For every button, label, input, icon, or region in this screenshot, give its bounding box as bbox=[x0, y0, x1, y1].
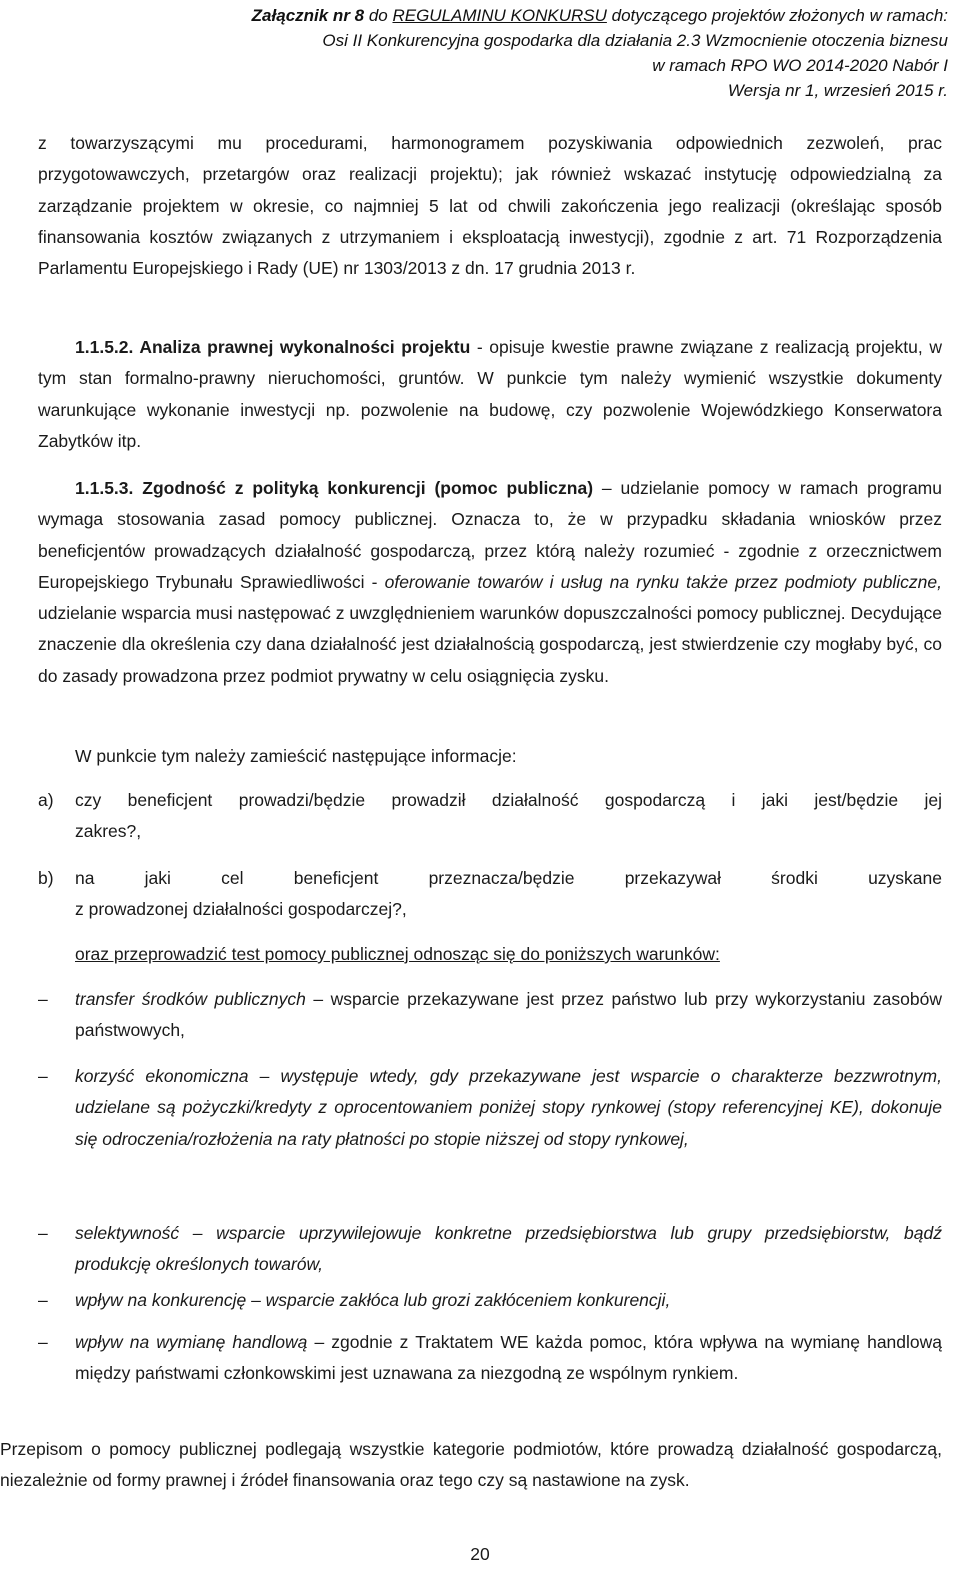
condition-term: transfer środków publicznych bbox=[75, 989, 306, 1009]
header-suffix: dotyczącego projektów złożonych w ramach: bbox=[606, 6, 948, 25]
regulation-link[interactable]: REGULAMINU KONKURSU bbox=[392, 6, 607, 25]
info-intro: W punkcie tym należy zamieścić następujące informacje: bbox=[75, 746, 517, 766]
question-b-line1: na jaki cel beneficjent przeznacza/będzie przekazywał środki uzyskane bbox=[75, 868, 942, 888]
condition-desc: wsparcie zakłóca lub grozi zakłóceniem konkurencji, bbox=[265, 1290, 671, 1310]
page-number: 20 bbox=[470, 1544, 490, 1564]
bullet-dash: ‒ bbox=[38, 1223, 48, 1243]
condition-economic-advantage bbox=[75, 1061, 942, 1155]
header-line-1 bbox=[8, 3, 948, 28]
question-a-line1: czy beneficjent prowadzi/będzie prowadził działalność gospodarczą i jaki jest/będzie jej bbox=[75, 790, 942, 810]
section-1153-body-b: udzielanie wsparcia musi następować z uwzględnieniem warunków dopuszczalności pomocy publicznej. Decydujące znaczenie dla określenia czy dana działalność jest działalnością gospodarczą, jest stwierdzenie czy mogłaby być, co do zasady prowadzona przez podmiot prywatny w celu osiągnięcia zysku. bbox=[38, 603, 942, 686]
question-a-label: a) bbox=[38, 790, 54, 810]
question-b-label: b) bbox=[38, 868, 54, 888]
section-1153-body-a: – udzielanie pomocy w ramach programu wymaga stosowania zasad pomocy publicznej. Oznacza to, że w przypadku składania wniosków przez beneficjentów prowadzących działalność gospodarczą, przez którą należy rozumieć - zgodnie z orzecznictwem Europejskiego Trybunału Sprawiedliwości - bbox=[38, 478, 942, 592]
closing-paragraph: Przepisom o pomocy publicznej podlegają wszystkie kategorie podmiotów, które prowadzą działalność gospodarczą, niezależnie od formy prawnej i źródeł finansowania oraz tego czy są nastawione na zysk. bbox=[0, 1439, 942, 1491]
intro-paragraph: z towarzyszącymi mu procedurami, harmonogramem pozyskiwania odpowiednich zezwoleń, prac przygotowawczych, przetargów oraz realizacji projektu); jak również wskazać instytucję odpowiedzialną za zarządzanie projektem w okresie, co najmniej 5 lat od chwili zakończenia jego realizacji (określając sposób finansowania kosztów związanych z utrzymaniem i eksploatacją inwestycji), zgodnie z art. 71 Rozporządzenia Parlamentu Europejskiego i Rady (UE) nr 1303/2013 z dn. 17 grudnia 2013 r. bbox=[38, 133, 942, 279]
header-line-4: Wersja nr 1, wrzesień 2015 r. bbox=[727, 81, 948, 100]
section-1153-body-italic: oferowanie towarów i usług na rynku także przez podmioty publiczne, bbox=[384, 571, 942, 592]
header-line-2: Osi II Konkurencyjna gospodarka dla działania 2.3 Wzmocnienie otoczenia biznesu bbox=[322, 31, 948, 50]
bullet-dash: ‒ bbox=[38, 1290, 48, 1310]
header-line-3: w ramach RPO WO 2014-2020 Nabór I bbox=[652, 56, 948, 75]
condition-dash: – bbox=[307, 1332, 332, 1352]
condition-term: korzyść ekonomiczna bbox=[75, 1066, 249, 1086]
condition-desc: występuje wtedy, gdy przekazywane jest wsparcie o charakterze bezzwrotnym, udzielane są pożyczki/kredyty z oprocentowaniem poniżej stopy rynkowej (stopy referencyjnej KE), dokonuje się odroczenia/rozłożenia na raty płatności po stopie niższej od stopy rynkowej, bbox=[75, 1066, 942, 1149]
condition-desc: zgodnie z Traktatem WE każda pomoc, która wpływa na wymianę handlową między państwami członkowskimi jest uznawana za niezgodną ze wspólnym rynkiem. bbox=[75, 1332, 943, 1384]
condition-term: wpływ na konkurencję bbox=[75, 1290, 247, 1310]
condition-trade bbox=[75, 1327, 942, 1390]
bullet-dash: ‒ bbox=[38, 989, 48, 1009]
condition-competition bbox=[75, 1285, 670, 1316]
condition-desc: wsparcie uprzywilejowuje konkretne przedsiębiorstwa lub grupy przedsiębiorstw, bądź produkcję określonych towarów, bbox=[75, 1223, 942, 1275]
bullet-dash: ‒ bbox=[38, 1066, 48, 1086]
test-intro: oraz przeprowadzić test pomocy publicznej odnosząc się do poniższych warunków: bbox=[75, 944, 720, 964]
attachment-label: Załącznik nr 8 bbox=[251, 6, 365, 25]
condition-dash: – bbox=[179, 1223, 217, 1243]
condition-dash: – bbox=[246, 1290, 266, 1310]
header-connector: do bbox=[364, 6, 393, 25]
condition-dash: – bbox=[305, 989, 331, 1009]
section-legal-feasibility bbox=[38, 332, 942, 457]
condition-dash: – bbox=[248, 1066, 281, 1086]
condition-term: selektywność bbox=[75, 1223, 180, 1243]
condition-transfer bbox=[75, 984, 942, 1047]
section-1152-body: - opisuje kwestie prawne związane z realizacją projektu, w tym stan formalno-prawny nieruchomości, gruntów. W punkcie tym należy wymienić wszystkie dokumenty warunkujące wykonanie inwestycji np. pozwolenie na budowę, czy pozwolenie Wojewódzkiego Konserwatora Zabytków itp. bbox=[38, 337, 942, 451]
question-b-line2: z prowadzonej działalności gospodarczej?, bbox=[75, 899, 407, 919]
section-1153-title: 1.1.5.3. Zgodność z polityką konkurencji (pomoc publiczna) bbox=[75, 478, 594, 498]
section-1152-title: 1.1.5.2. Analiza prawnej wykonalności projektu bbox=[75, 337, 471, 357]
condition-desc: wsparcie przekazywane jest przez państwo lub przy wykorzystaniu zasobów państwowych, bbox=[75, 989, 942, 1041]
question-a-line2: zakres?, bbox=[75, 821, 142, 841]
section-competition-policy bbox=[38, 473, 942, 692]
bullet-dash: ‒ bbox=[38, 1332, 48, 1352]
document-header bbox=[8, 3, 948, 103]
condition-term: wpływ na wymianę handlową bbox=[75, 1332, 308, 1352]
condition-selectivity bbox=[75, 1218, 942, 1281]
